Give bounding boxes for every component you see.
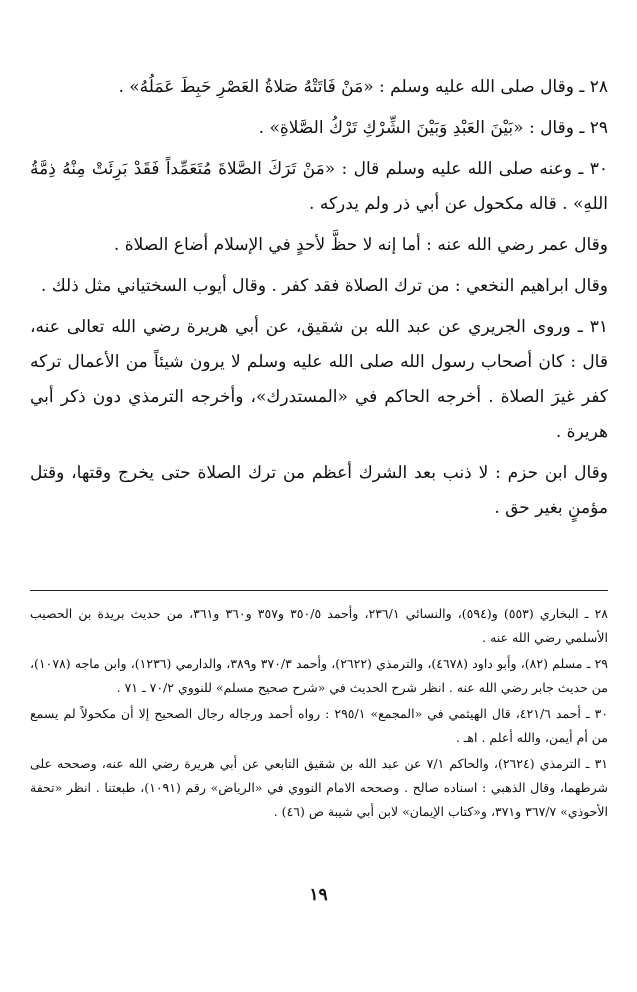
footnote-31: ٣١ ـ الترمذي (٢٦٢٤)، والحاكم ٧/١ عن عبد الله بن شقيق التابعي عن أبي هريرة رضي الله عنه، وصححه على شرطهما، وقال الذهبي : اسناده صالح . وصححه الامام النووي في «الرياض» رقم (١٠٩١)، طبعتنا . انظر «تحفة الأحوذي» ٣٦٧/٧ و٣٧١، و«كتاب الإيمان» لابن أبي شيبة ص (٤٦) . (30, 756, 608, 819)
page-number: ١٩ (309, 885, 328, 905)
footnotes (30, 602, 608, 826)
footnote-29: ٢٩ ـ مسلم (٨٢)، وأبو داود (٤٦٧٨)، والترمذي (٢٦٢٢)، وأحمد ٣٧٠/٣ و٣٨٩، والدارمي (١٢٣٦)، وابن ماجه (١٠٧٨)، من حديث جابر رضي الله عنه . انظر شرح الحديث في «شرح صحيح مسلم» للنووي ٧٠/٢ ـ ٧١ . (30, 656, 609, 695)
paragraph-umar: وقال عمر رضي الله عنه : أما إنه لا حظَّ لأحدٍ في الإسلام أضاع الصلاة . (113, 235, 608, 255)
paragraph-ibn-hazm: وقال ابن حزم : لا ذنب بعد الشرك أعظم من ترك الصلاة حتى يخرج وقتها، وقتل مؤمنٍ بغير حق . (30, 463, 608, 518)
footnote-divider (30, 590, 608, 591)
paragraph-hadith-30: ٣٠ ـ وعنه صلى الله عليه وسلم قال : «مَنْ تَرَكَ الصَّلاةَ مُتَعَمِّداً فَقَدْ بَرِئَتْ مِنْهُ ذِمَّةُ اللهِ» . قاله مكحول عن أبي ذر ولم يدركه . (30, 159, 608, 214)
paragraph-hadith-31: ٣١ ـ وروى الجريري عن عبد الله بن شقيق، عن أبي هريرة رضي الله تعالى عنه، قال : كان أصحاب رسول الله صلى الله عليه وسلم لا يرون شيئاً من الأعمال تركه كفر غيرَ الصلاة . أخرجه الحاكم في «المستدرك»، وأخرجه الترمذي دون ذكر أبي هريرة . (30, 317, 608, 442)
paragraph-nakhai: وقال ابراهيم النخعي : من ترك الصلاة فقد كفر . وقال أيوب السختياني مثل ذلك . (40, 276, 608, 296)
footnote-28: ٢٨ ـ البخاري (٥٥٣) و(٥٩٤)، والنسائي ٢٣٦/١، وأحمد ٣٥٠/٥ و٣٥٧ و٣٦٠ و٣٦١، من حديث بريدة بن الحصيب الأسلمي رضي الله عنه . (30, 606, 609, 645)
main-text (30, 70, 608, 532)
footnote-30: ٣٠ ـ أحمد ٤٢١/٦، قال الهيثمي في «المجمع» ٢٩٥/١ : رواه أحمد ورجاله رجال الصحيح إلا أن مكحولاً لم يسمع من أم أيمن، والله أعلم . اهـ . (30, 706, 608, 745)
paragraph-hadith-29: ٢٩ ـ وقال : «بَيْنَ العَبْدِ وَبَيْنَ الشِّرْكِ تَرْكُ الصَّلاةِ» . (258, 118, 608, 138)
paragraph-hadith-28: ٢٨ ـ وقال صلى الله عليه وسلم : «مَنْ فَاتَتْهُ صَلاةُ العَصْرِ حَبِطَ عَمَلُهُ» . (118, 77, 608, 97)
